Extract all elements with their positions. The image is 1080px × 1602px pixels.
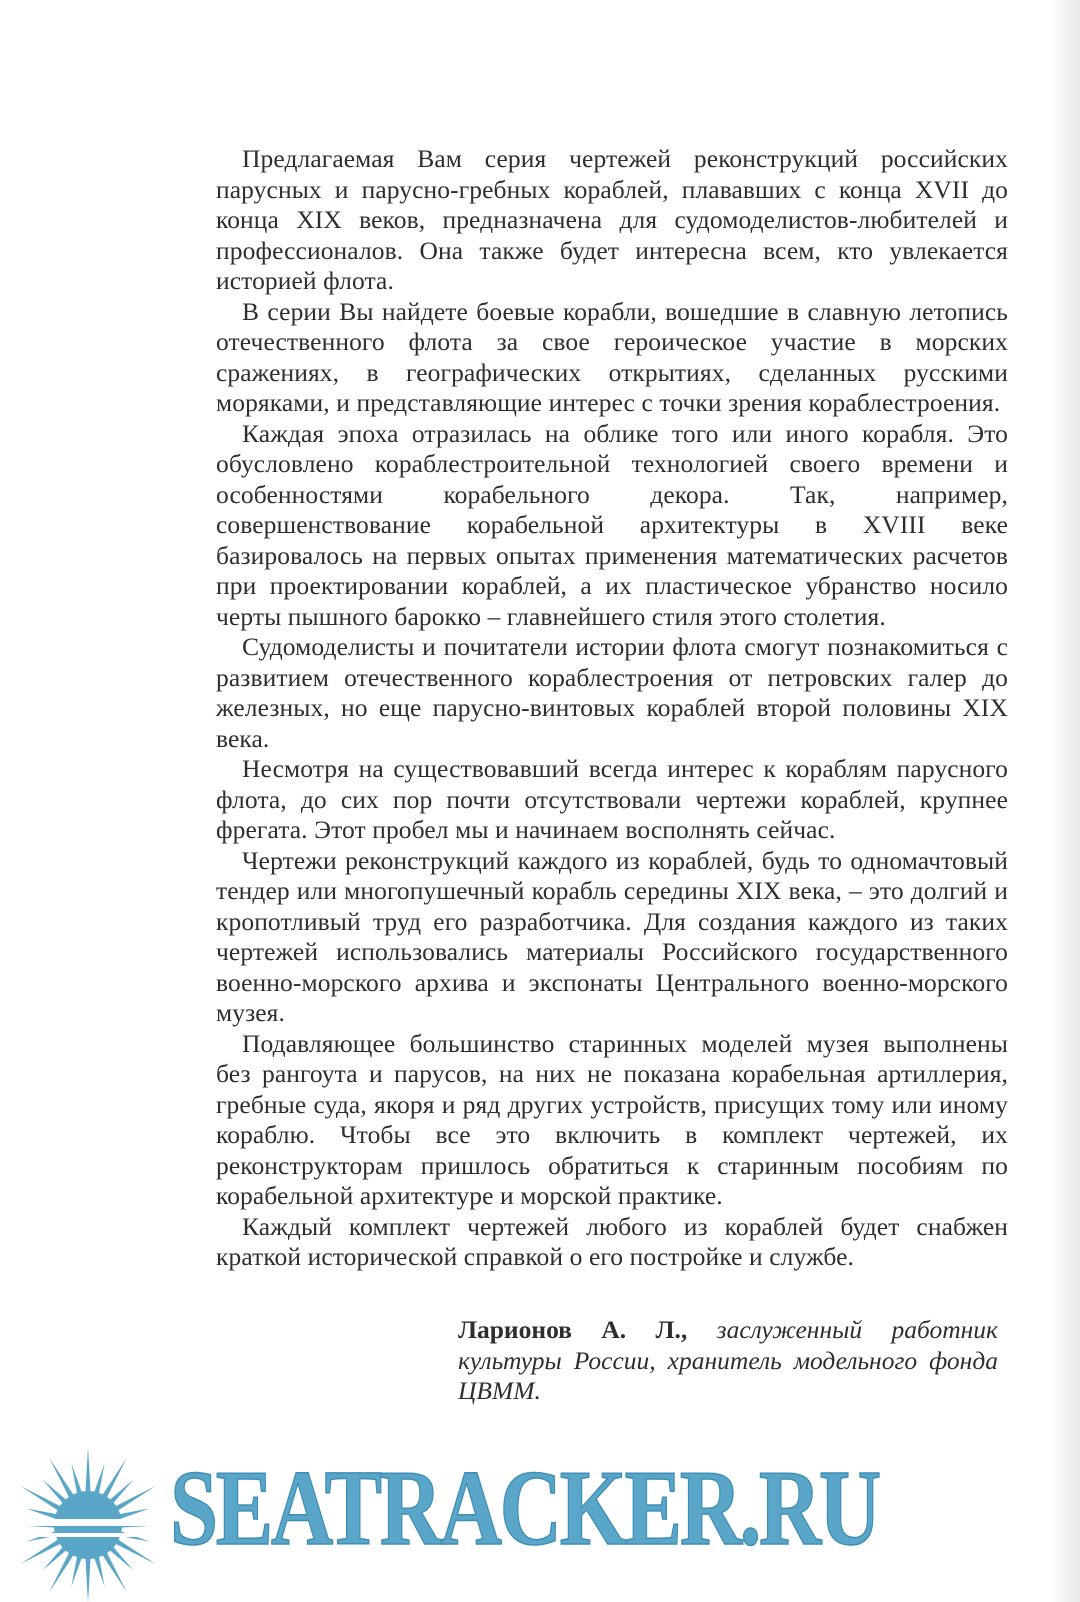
paragraph-3: Каждая эпоха отразилась на облике того или иного корабля. Это обусловлено кораблестроительной технологией своего времени и особенностями корабельного декора. Так, например, совершенствование корабельной архитектуры в XVIII веке базировалось на первых опытах применения математических расчетов при проектировании кораблей, а их пластическое убранство носило черты пышного барокко – главнейшего стиля этого столетия. [216, 418, 1008, 631]
paragraph-5: Несмотря на существовавший всегда интерес к кораблям парусного флота, до сих пор почти отсутствовали чертежи кораблей, крупнее фрегата. Этот пробел мы и начинаем восполнять сейчас. [216, 754, 1008, 844]
paragraph-7: Подавляющее большинство старинных моделей музея выполнены без рангоута и парусов, на них не показана корабельная артиллерия, гребные суда, якоря и ряд других устройств, присущих тому или иному кораблю. Чтобы все это включить в комплект чертежей, их реконструкторам пришлось обратиться к старинным пособиям по корабельной архитектуре и морской практике. [216, 1028, 1008, 1210]
author-name: Ларионов А. Л., [458, 1315, 688, 1344]
scan-shadow-edge [1050, 0, 1080, 1602]
sun-ray [21, 1538, 64, 1564]
author-role: заслуженный работник культуры России, хранитель модельного фонда ЦВММ. [458, 1315, 998, 1405]
paragraph-8: Каждый комплект чертежей любого из кораблей будет снабжен краткой исторической справкой о его постройке и службе. [216, 1211, 1008, 1271]
sun-ray [113, 1486, 156, 1512]
sun-ray [85, 1447, 90, 1495]
sun-logo-icon [8, 1445, 168, 1602]
paragraph-6: Чертежи реконструкций каждого из кораблей, будь то одномачтовый тендер или многопушечный корабль середины XIX века, – это долгий и кропотливый труд его разработчика. Для создания каждого из таких чертежей использовались материалы Российского государственного военно-морского архива и экспонаты Центрального военно-морского музея. [216, 845, 1008, 1027]
paragraph-4: Судомоделисты и почитатели истории флота смогут познакомиться с развитием отечественного кораблестроения от петровских галер до железных, но еще парусно-винтовых кораблей второй половины XIX века. [216, 632, 1008, 753]
paragraph-2: В серии Вы найдете боевые корабли, вошедшие в славную летопись отечественного флота за свое героическое участие в морских сражениях, в географических открытиях, сделанных русскими моряками, и представляющие интерес с точки зрения кораблестроения. [216, 296, 1008, 417]
watermark-text: SEATRACKER.RU [170, 1449, 879, 1568]
sun-ray [101, 1458, 127, 1501]
site-watermark [0, 1445, 1080, 1602]
sun-ray [21, 1486, 64, 1512]
preface-body [216, 144, 1008, 1273]
author-signature [458, 1315, 998, 1407]
paragraph-1: Предлагаемая Вам серия чертежей реконструкций российских парусных и парусно-гребных кораблей, плававших с конца XVII до конца XIX веков, предназначена для судомоделистов-любителей и профессионалов. Она также будет интересна всем, кто увлекается историей флота. [216, 144, 1008, 295]
sun-ray [49, 1458, 75, 1501]
sun-ray [85, 1555, 90, 1602]
sun-ray [101, 1550, 127, 1593]
sun-ray [113, 1538, 156, 1564]
sun-ray [49, 1550, 75, 1593]
